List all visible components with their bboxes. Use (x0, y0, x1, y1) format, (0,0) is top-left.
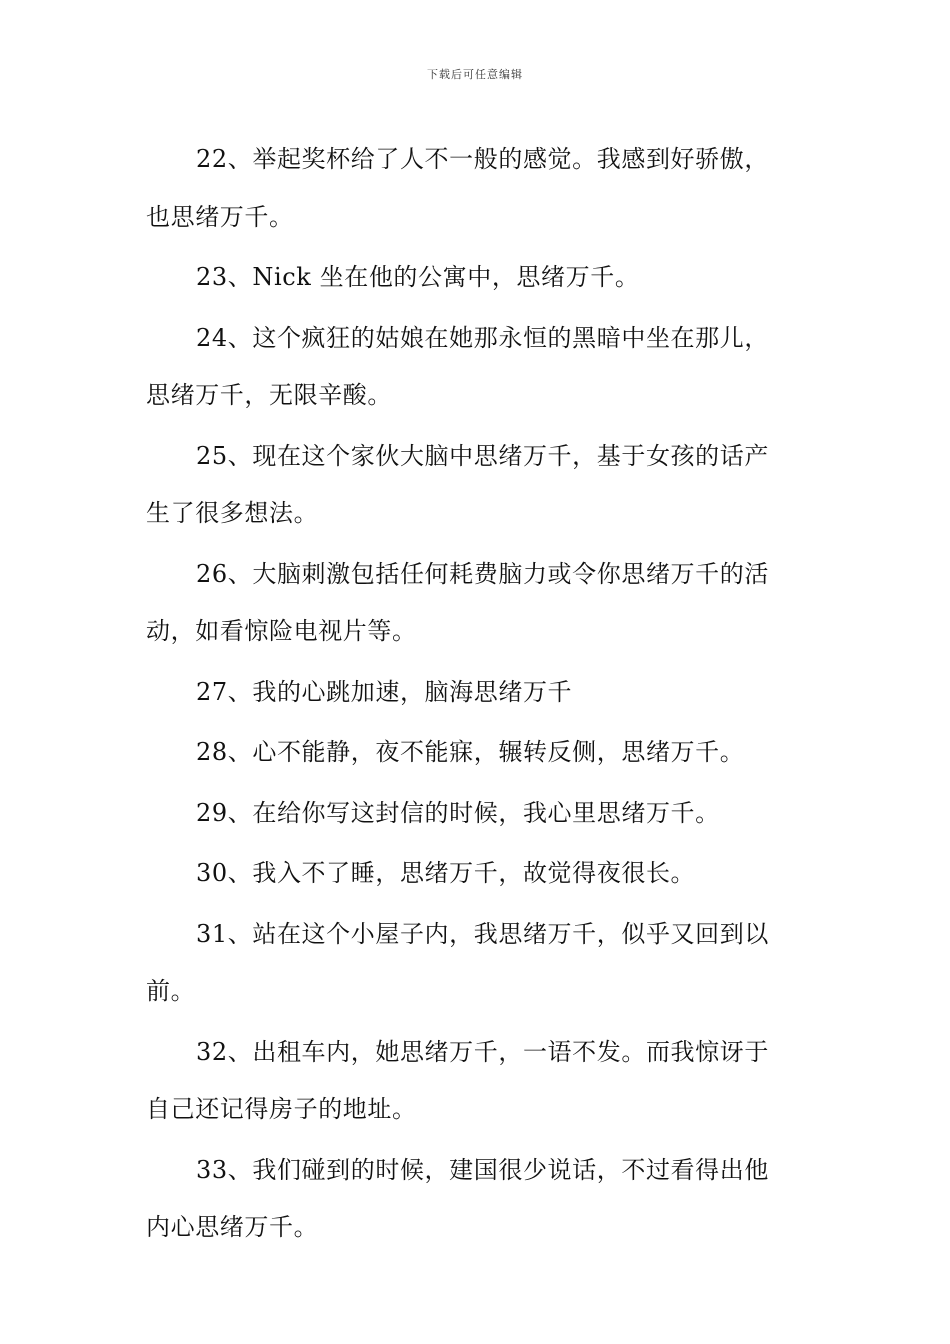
paragraph-32 (146, 1024, 810, 1139)
paragraph-line: 23、Nick 坐在他的公寓中，思绪万千。 (196, 263, 640, 291)
paragraph-line: 动，如看惊险电视片等。 (146, 617, 417, 645)
paragraph-23 (146, 249, 810, 307)
paragraph-line: 前。 (146, 977, 196, 1005)
paragraph-line: 29、在给你写这封信的时候，我心里思绪万千。 (196, 798, 720, 827)
paragraph-line: 33、我们碰到的时候，建国很少说话，不过看得出他 (196, 1155, 769, 1184)
paragraph-26 (146, 546, 810, 661)
paragraph-line: 也思绪万千。 (146, 202, 294, 231)
paragraph-line: 26、大脑刺激包括任何耗费脑力或令你思绪万千的活 (196, 559, 769, 588)
paragraph-22 (146, 131, 810, 246)
paragraph-33 (146, 1142, 810, 1257)
paragraph-25 (146, 428, 810, 543)
paragraph-line: 31、站在这个小屋子内，我思绪万千，似乎又回到以 (196, 919, 769, 948)
document-body (146, 131, 810, 1260)
paragraph-line: 22、举起奖杯给了人不一般的感觉。我感到好骄傲， (196, 145, 769, 173)
paragraph-line: 30、我入不了睡，思绪万千，故觉得夜很长。 (196, 859, 696, 887)
page-header: 下载后可任意编辑 (427, 68, 523, 81)
paragraph-30 (146, 845, 810, 903)
paragraph-line: 思绪万千，无限辛酸。 (146, 381, 392, 409)
paragraph-line: 25、现在这个家伙大脑中思绪万千，基于女孩的话产 (196, 441, 769, 470)
paragraph-line: 自己还记得房子的地址。 (146, 1095, 417, 1123)
paragraph-31 (146, 906, 810, 1021)
paragraph-line: 生了很多想法。 (146, 499, 319, 527)
paragraph-line: 27、我的心跳加速，脑海思绪万千 (196, 677, 573, 706)
paragraph-line: 24、这个疯狂的姑娘在她那永恒的黑暗中坐在那儿， (196, 323, 769, 352)
paragraph-27 (146, 664, 810, 722)
paragraph-24 (146, 310, 810, 425)
paragraph-line: 28、心不能静，夜不能寐，辗转反侧，思绪万千。 (196, 738, 745, 766)
paragraph-line: 内心思绪万千。 (146, 1213, 319, 1241)
paragraph-line: 32、出租车内，她思绪万千，一语不发。而我惊讶于 (196, 1037, 769, 1066)
paragraph-29 (146, 785, 810, 843)
paragraph-28 (146, 724, 810, 782)
